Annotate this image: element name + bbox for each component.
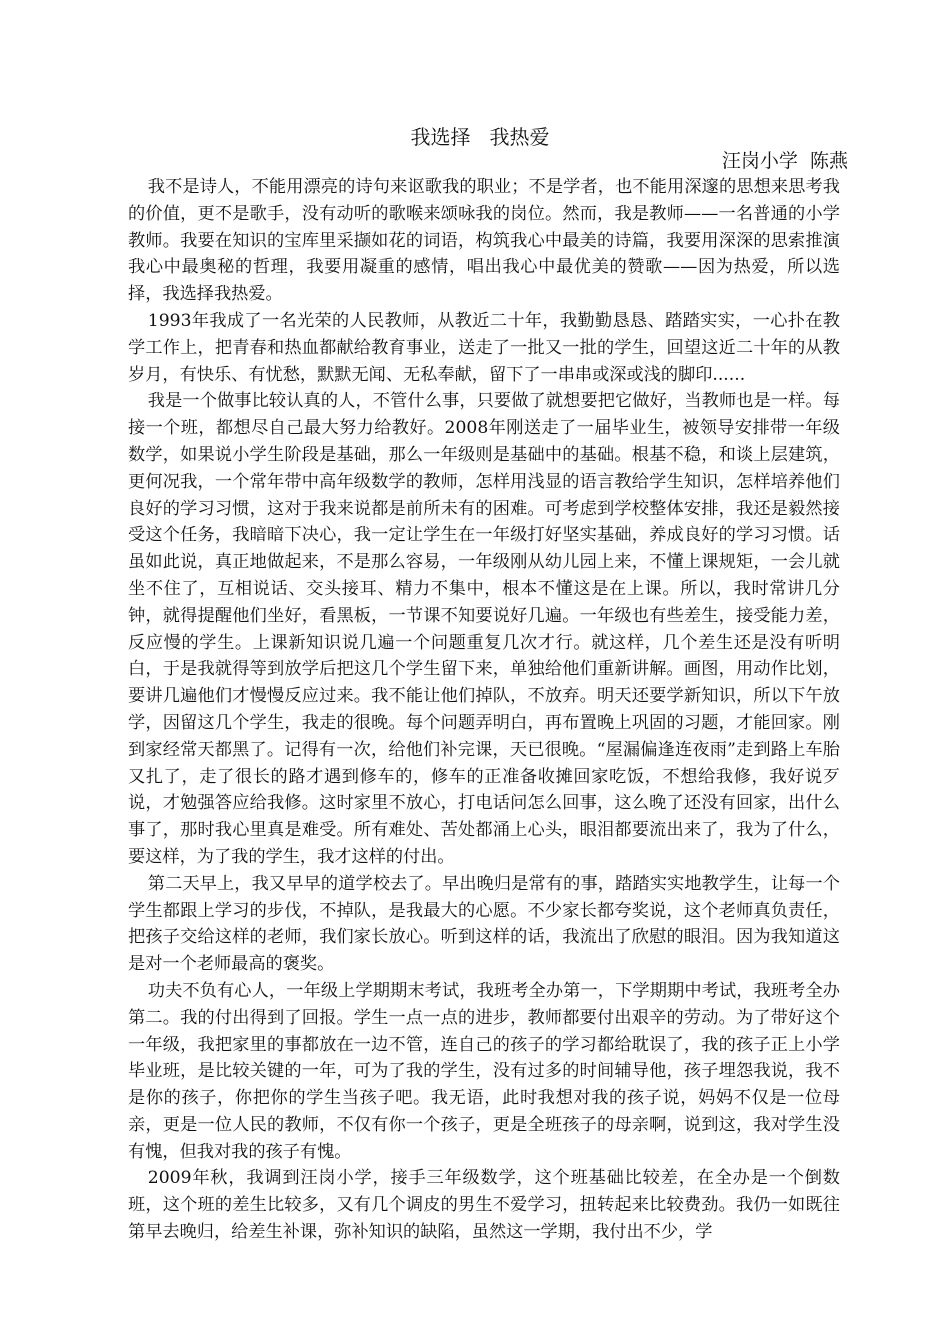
paragraph: 2009年秋，我调到汪岗小学，接手三年级数学，这个班基础比较差，在全办是一个倒数班，这个班的差生比较多，又有几个调皮的男生不爱学习，扭转起来比较费劲。我仍一如既往第早去晚归，给差生补课，弥补知识的缺陷，虽然这一学期，我付出不少，学: [128, 1168, 840, 1243]
paragraph: 我不是诗人，不能用漂亮的诗句来讴歌我的职业；不是学者，也不能用深邃的思想来思考我的价值，更不是歌手，没有动听的歌喉来颂咏我的岗位。然而，我是教师——一名普通的小学教师。我要在知识的宝库里采撷如花的词语，构筑我心中最美的诗篇，我要用深深的思索推演我心中最奥秘的哲理，我要用凝重的感情，唱出我心中最优美的赞歌——因为热爱，所以选择，我选择我热爱。: [128, 177, 840, 305]
paragraph: 1993年我成了一名光荣的人民教师，从教近二十年，我勤勤恳恳、踏踏实实，一心扑在教学工作上，把青春和热血都献给教育事业，送走了一批又一批的学生，回望这近二十年的从教岁月，有快乐、有忧愁，默默无闻、无私奉献，留下了一串串或深或浅的脚印......: [128, 310, 840, 385]
author-line: 汪岗小学 陈燕: [721, 150, 848, 172]
paragraph: 第二天早上，我又早早的道学校去了。早出晚归是常有的事，踏踏实实地教学生，让每一个学生都跟上学习的步伐，不掉队，是我最大的心愿。不少家长都夸奖说，这个老师真负责任，把孩子交给这样的老师，我们家长放心。听到这样的话，我流出了欣慰的眼泪。因为我知道这是对一个老师最高的褒奖。: [128, 873, 840, 975]
paragraph: 功夫不负有心人，一年级上学期期末考试，我班考全办第一，下学期期中考试，我班考全办第二。我的付出得到了回报。学生一点一点的进步，教师都要付出艰辛的劳动。为了带好这个一年级，我把家里的事都放在一边不管，连自己的孩子的学习都给耽误了，我的孩子正上小学毕业班，是比较关键的一年，可为了我的学生，没有过多的时间辅导他，孩子埋怨我说，我不是你的孩子，你把你的学生当孩子吧。我无语，此时我想对我的孩子说，妈妈不仅是一位母亲，更是一位人民的教师，不仅有你一个孩子，更是全班孩子的母亲啊，说到这，我对学生没有愧，但我对我的孩子有愧。: [128, 980, 840, 1162]
document-body: [128, 174, 840, 1246]
paragraph: 我是一个做事比较认真的人，不管什么事，只要做了就想要把它做好，当教师也是一样。每接一个班，都想尽自己最大努力给教好。2008年刚送走了一届毕业生，被领导安排带一年级数学，如果说小学生阶段是基础，那么一年级则是基础中的基础。根基不稳，和谈上层建筑，更何况我，一个常年带中高年级数学的教师，怎样用浅显的语言教给学生知识，怎样培养他们良好的学习习惯，这对于我来说都是前所未有的困难。可考虑到学校整体安排，我还是毅然接受这个任务，我暗暗下决心，我一定让学生在一年级打好坚实基础，养成良好的学习习惯。话虽如此说，真正地做起来，不是那么容易，一年级刚从幼儿园上来，不懂上课规矩，一会儿就坐不住了，互相说话、交头接耳、精力不集中，根本不懂这是在上课。所以，我时常讲几分钟，就得提醒他们坐好，看黑板，一节课不知要说好几遍。一年级也有些差生，接受能力差，反应慢的学生。上课新知识说几遍一个问题重复几次才行。就这样，几个差生还是没有听明白，于是我就得等到放学后把这几个学生留下来，单独给他们重新讲解。画图，用动作比划，要讲几遍他们才慢慢反应过来。我不能让他们掉队，不放弃。明天还要学新知识，所以下午放学，因留这几个学生，我走的很晚。每个问题弄明白，再布置晚上巩固的习题，才能回家。刚到家经常天都黑了。记得有一次，给他们补完课，天已很晚。“屋漏偏逢连夜雨”走到路上车胎又扎了，走了很长的路才遇到修车的，修车的正准备收摊回家吃饭，不想给我修，我好说歹说，才勉强答应给我修。这时家里不放心，打电话问怎么回事，这么晚了还没有回家，出什么事了，那时我心里真是难受。所有难处、苦处都涌上心头，眼泪都要流出来了，我为了什么，要这样，为了我的学生，我才这样的付出。: [128, 391, 840, 867]
document-title: 我选择 我热爱: [410, 125, 550, 149]
